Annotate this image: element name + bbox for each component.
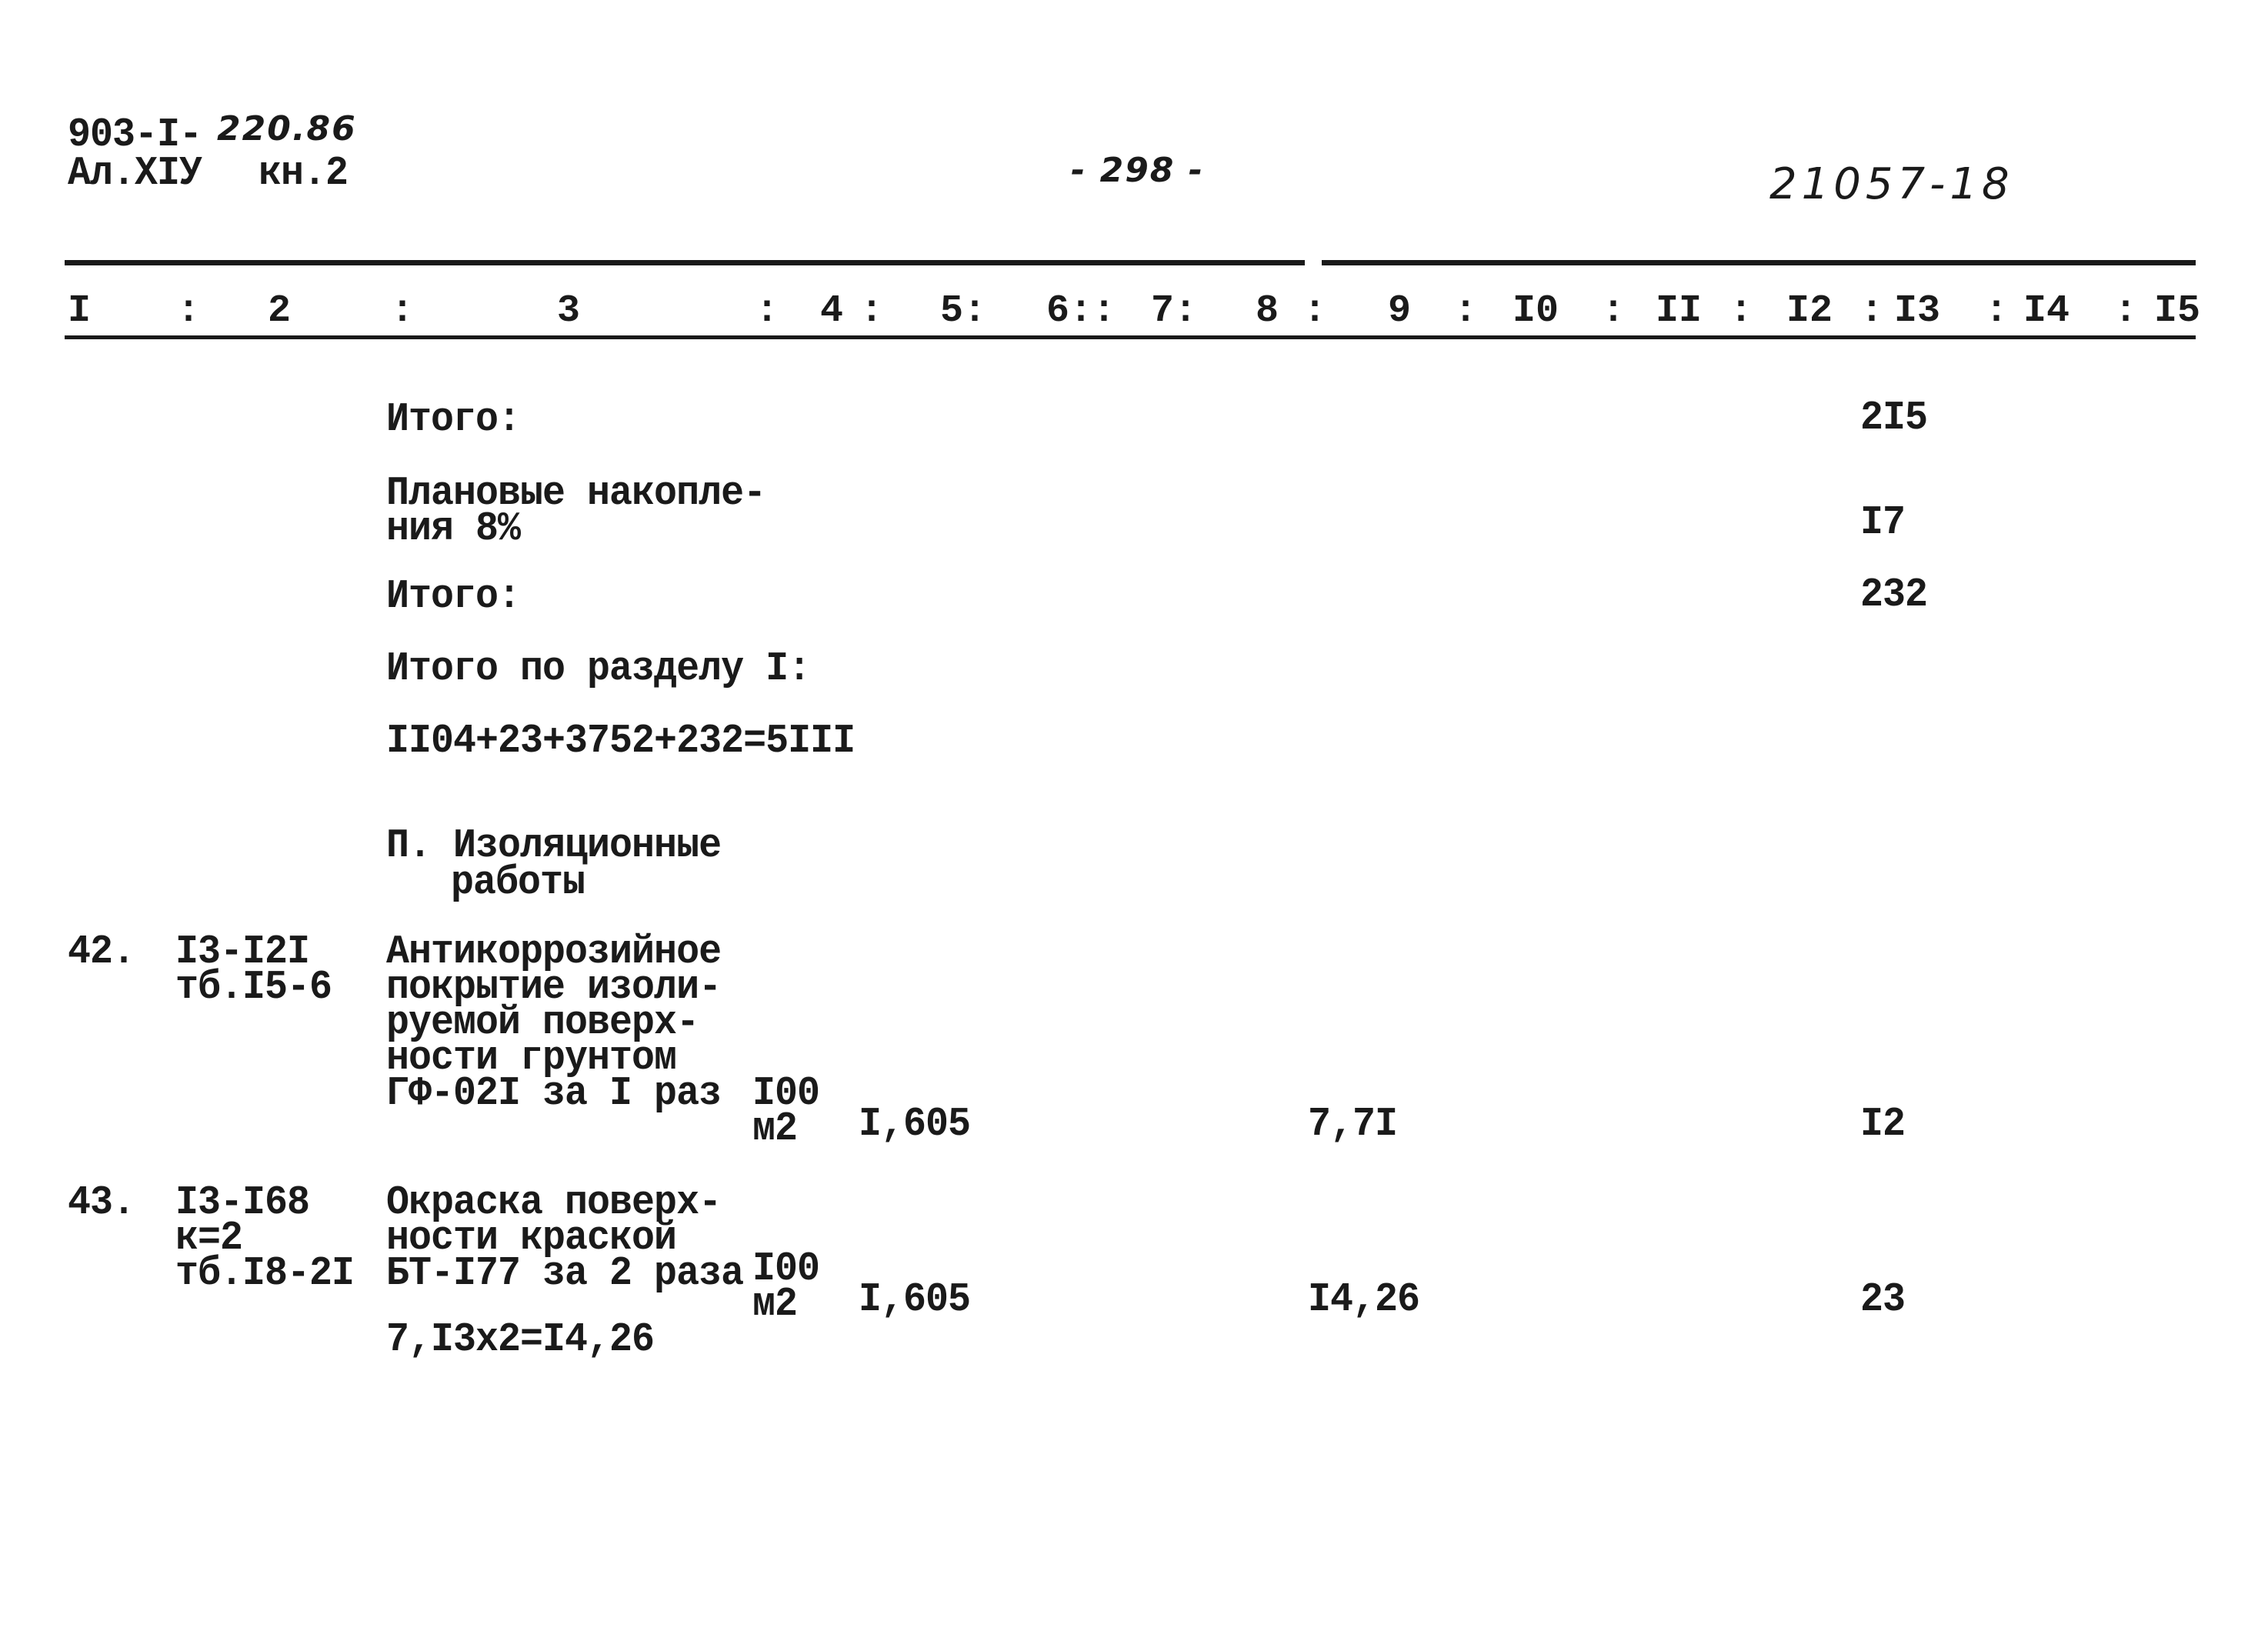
col-11: II (1656, 289, 1703, 333)
col-sep: : (1729, 289, 1753, 333)
section-total-formula: II04+23+3752+232=5III (386, 718, 856, 765)
itogo-2-value: 232 (1860, 572, 1928, 619)
row-code-line3: тб.I8-2I (175, 1250, 355, 1297)
col-3: 3 (557, 289, 581, 333)
col-sep: : (1860, 289, 1884, 333)
row-number: 42. (68, 929, 135, 976)
itogo-1-value: 2I5 (1860, 395, 1928, 442)
book-label: кн.2 (258, 150, 349, 197)
itogo-2-label: Итого: (386, 573, 521, 620)
row-unit-price: I4,26 (1308, 1276, 1420, 1323)
col-7: 7: (1151, 289, 1198, 333)
col-8: 8 (1256, 289, 1279, 333)
archive-number: 21057-18 (1769, 159, 2014, 209)
row-calc-note: 7,I3x2=I4,26 (386, 1316, 655, 1363)
row-code-line2: к=2 (175, 1215, 243, 1262)
col-sep: : (391, 289, 415, 333)
col-sep: : (755, 289, 779, 333)
planned-savings-line2: ния 8% (386, 505, 521, 552)
row-unit-price: 7,7I (1308, 1101, 1398, 1148)
row-desc-line1: Антикоррозийное (386, 929, 722, 976)
section2-title-line2: работы (451, 859, 585, 906)
col-15: I5 (2154, 289, 2201, 333)
row-unit-line1: I00 (752, 1070, 820, 1117)
col-10: I0 (1513, 289, 1559, 333)
row-code-line1: I3-I2I (175, 929, 310, 976)
row-desc-line3: БТ-I77 за 2 раза (386, 1250, 744, 1297)
col-sep: : (2114, 289, 2138, 333)
row-code-line1: I3-I68 (175, 1179, 310, 1226)
row-unit-line2: м2 (752, 1106, 798, 1152)
row-code-line2: тб.I5-6 (175, 964, 332, 1011)
col-sep: : (1454, 289, 1478, 333)
row-desc-line3: руемой поверх- (386, 999, 699, 1046)
row-quantity: I,605 (859, 1276, 971, 1323)
col-12: I2 (1786, 289, 1833, 333)
section2-title-line1: П. Изоляционные (386, 822, 722, 869)
col-9: 9 (1388, 289, 1412, 333)
col-14: I4 (2023, 289, 2070, 333)
col-1: I (68, 289, 92, 333)
col-5: 5: (940, 289, 987, 333)
row-quantity: I,605 (859, 1101, 971, 1148)
page-number: - 298 - (1071, 151, 1205, 190)
col-sep: : (1303, 289, 1327, 333)
col-sep: : (860, 289, 884, 333)
row-desc-line2: покрытие изоли- (386, 964, 722, 1011)
row-desc-line5: ГФ-02I за I раз (386, 1070, 722, 1117)
header-top-rule-left (65, 260, 1305, 265)
planned-savings-value: I7 (1860, 499, 1906, 546)
planned-savings-line1: Плановые накопле- (386, 470, 766, 517)
row-desc-line4: ности грунтом (386, 1035, 677, 1082)
itogo-1-label: Итого: (386, 396, 521, 443)
col-6: 6:: (1046, 289, 1116, 333)
row-desc-line2: ности краской (386, 1215, 677, 1262)
section-total-label: Итого по разделу I: (386, 645, 811, 692)
row-number: 43. (68, 1179, 135, 1226)
doc-code-handwritten: 220.86 (217, 109, 357, 148)
header-bottom-rule (65, 335, 2196, 339)
row-unit-line1: I00 (752, 1246, 820, 1292)
row-total: 23 (1860, 1276, 1906, 1323)
col-sep: : (1985, 289, 2009, 333)
col-13: I3 (1894, 289, 1941, 333)
album-label: Ал.XIУ (68, 150, 202, 197)
header-top-rule-right (1322, 260, 2196, 265)
col-sep: : (1602, 289, 1626, 333)
col-sep: : (177, 289, 201, 333)
row-total: I2 (1860, 1101, 1906, 1148)
doc-code-prefix: 903-I- (68, 112, 202, 158)
col-4: 4 (820, 289, 844, 333)
row-unit-line2: м2 (752, 1281, 798, 1328)
col-2: 2 (268, 289, 292, 333)
row-desc-line1: Окраска поверх- (386, 1179, 722, 1226)
